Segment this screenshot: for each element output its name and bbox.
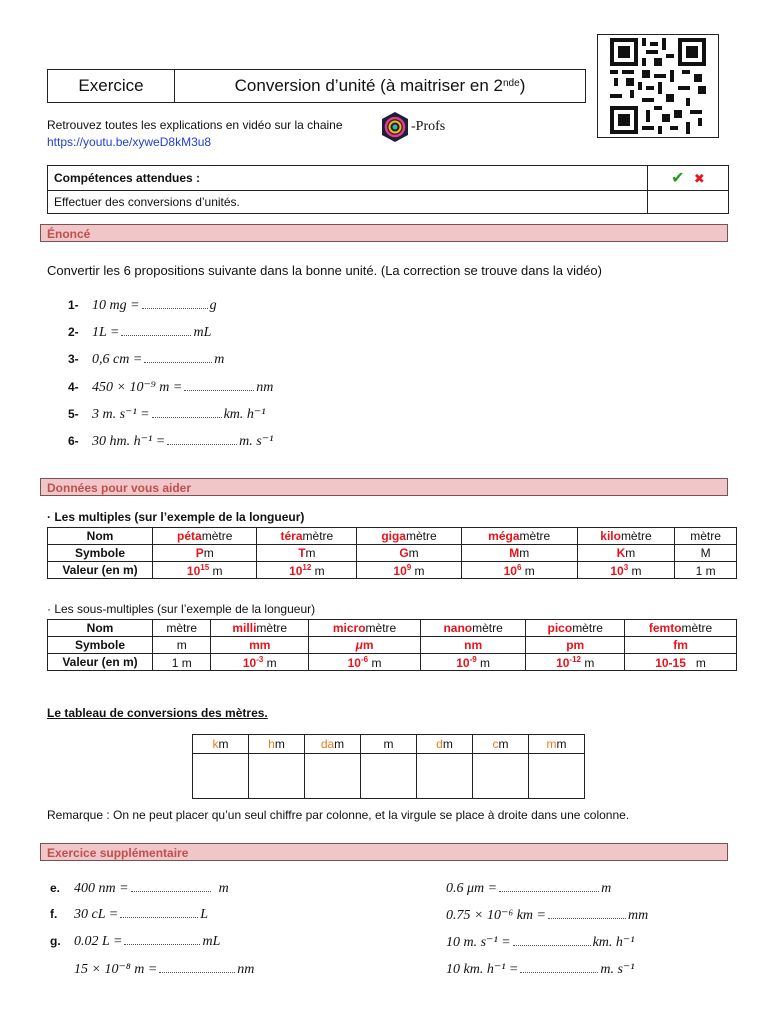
conversion-table [192, 734, 585, 799]
supp-lhs: 0.6 μm = [446, 881, 498, 896]
supp-lhs: 10 km. h⁻¹ = [446, 962, 519, 977]
brand-hexagon-icon [380, 111, 410, 143]
exercise-lhs: 30 hm. h⁻¹ = [92, 434, 166, 449]
supp-rhs: m. s⁻¹ [600, 962, 635, 977]
sous-multiple-value: $10^{-6}$ m [309, 654, 421, 671]
evaluation-cell[interactable] [648, 166, 729, 191]
sous-multiple-value: 10-15 m [625, 654, 737, 671]
conv-header-dm: dm [417, 735, 473, 754]
supp-rhs: L [200, 907, 208, 922]
supp-rhs: nm [237, 962, 255, 977]
supp-item-e [50, 881, 229, 897]
conv-header-km: km [193, 735, 249, 754]
row-label-symbole: Symbole [48, 637, 153, 654]
multiple-value: $10^6$ m [461, 562, 577, 579]
conv-cell[interactable] [193, 754, 249, 799]
answer-blank[interactable] [520, 962, 598, 973]
answer-blank[interactable] [159, 962, 235, 973]
supp-label: e. [50, 881, 61, 895]
answer-blank[interactable] [499, 881, 599, 892]
supp-item-right-3 [446, 934, 635, 951]
title-box [47, 69, 586, 103]
supp-item-right-2 [446, 907, 648, 924]
exercise-3 [68, 352, 224, 368]
answer-blank[interactable] [124, 934, 200, 945]
multiples-table [47, 527, 737, 579]
sous-multiple-symbol: fm [625, 637, 737, 654]
conv-cell[interactable] [529, 754, 585, 799]
supp-rhs: mL [202, 934, 221, 949]
section-enonce: Énoncé [40, 224, 728, 242]
conv-header-dam: dam [305, 735, 361, 754]
conv-cell[interactable] [305, 754, 361, 799]
page-title: Conversion d’unité (à maitriser en 2 $^{nde}$ ) [234, 76, 526, 95]
supp-label: f. [50, 907, 58, 921]
multiple-symbol: M [675, 545, 737, 562]
supp-item-right-4 [446, 961, 635, 978]
answer-blank[interactable] [513, 935, 591, 946]
qr-code[interactable] [597, 34, 719, 138]
row-label-nom: Nom [48, 528, 153, 545]
multiple-name: pétamètre [153, 528, 257, 545]
sous-multiple-symbol: mm [211, 637, 309, 654]
sous-multiple-name: mètre [153, 620, 211, 637]
brand-text: -Profs [411, 119, 446, 134]
supp-item-h [50, 961, 254, 978]
exercise-rhs: mL [193, 325, 212, 340]
competences-table [47, 165, 729, 214]
supp-lhs: 400 nm = [74, 881, 129, 896]
conv-cell[interactable] [417, 754, 473, 799]
competence-item: Effectuer des conversions d’unités. [48, 191, 648, 214]
sous-multiple-symbol: μm [309, 637, 421, 654]
exercise-lhs: 10 mg = [92, 298, 140, 313]
answer-blank[interactable] [152, 407, 222, 418]
multiple-name: gigamètre [357, 528, 461, 545]
conv-header-m: m [361, 735, 417, 754]
row-label-valeur: Valeur (en m) [48, 654, 153, 671]
exercice-label: Exercice [48, 70, 175, 102]
multiple-name: mètre [675, 528, 737, 545]
sous-multiple-name: picomètre [526, 620, 625, 637]
exercise-rhs: g [209, 298, 217, 313]
supp-item-g [50, 934, 220, 950]
sous-multiples-title: · Les sous-multiples (sur l’exemple de la longueur) [47, 602, 316, 616]
row-label-valeur: Valeur (en m) [48, 562, 153, 579]
supp-rhs: km. h⁻¹ [592, 935, 635, 950]
supp-lhs: 0.02 L = [74, 934, 123, 949]
supp-rhs: mm [627, 908, 649, 923]
exercise-lhs: 450 × 10⁻⁹ m = [92, 380, 183, 395]
multiple-value: $10^{15}$ m [153, 562, 257, 579]
multiple-name: kilomètre [577, 528, 675, 545]
sous-multiple-name: femtomètre [625, 620, 737, 637]
exercise-lhs: 0,6 cm = [92, 352, 143, 367]
supp-lhs: 15 × 10⁻⁸ m = [74, 962, 158, 977]
brand-logo [380, 111, 445, 143]
supp-rhs: m [218, 881, 229, 896]
answer-blank[interactable] [184, 380, 254, 391]
answer-blank[interactable] [548, 908, 626, 919]
cross-icon[interactable]: ✖ [693, 171, 705, 186]
supp-label: g. [50, 934, 61, 948]
conv-cell[interactable] [249, 754, 305, 799]
exercise-rhs: m [214, 352, 225, 367]
exercise-num: 2- [68, 325, 79, 339]
exercise-rhs: nm [256, 380, 274, 395]
answer-blank[interactable] [120, 907, 198, 918]
exercise-lhs: 1L = [92, 325, 120, 340]
remark-text: Remarque : On ne peut placer qu’un seul chiffre par colonne, et la virgule se place à droite dans une colonne. [47, 808, 630, 822]
supp-lhs: 30 cL = [74, 907, 119, 922]
conv-header-hm: hm [249, 735, 305, 754]
exercise-num: 6- [68, 434, 79, 448]
multiple-symbol: Gm [357, 545, 461, 562]
check-icon[interactable]: ✔ [671, 170, 685, 187]
sous-multiple-name: micromètre [309, 620, 421, 637]
exercise-6 [68, 433, 273, 450]
supp-item-f [50, 907, 208, 923]
multiple-name: mégamètre [461, 528, 577, 545]
exercise-rhs: km. h⁻¹ [223, 407, 266, 422]
conv-header-cm: cm [473, 735, 529, 754]
instruction-text: Convertir les 6 propositions suivante dans la bonne unité. (La correction se trouve dans la vidéo) [47, 263, 602, 278]
answer-blank[interactable] [131, 881, 211, 892]
row-label-nom: Nom [48, 620, 153, 637]
sous-multiple-name: millimètre [211, 620, 309, 637]
qr-code-icon [610, 38, 706, 134]
conv-cell[interactable] [361, 754, 417, 799]
answer-blank[interactable] [121, 325, 191, 336]
exercise-2 [68, 325, 211, 341]
exercise-lhs: 3 m. s⁻¹ = [92, 407, 150, 422]
intro-text: Retrouvez toutes les explications en vidéo sur la chaine [47, 118, 343, 132]
answer-blank[interactable] [144, 352, 212, 363]
supp-lhs: 10 m. s⁻¹ = [446, 935, 511, 950]
sous-multiple-name: nanomètre [420, 620, 525, 637]
sous-multiple-symbol: m [153, 637, 211, 654]
multiple-value: $10^9$ m [357, 562, 461, 579]
answer-blank[interactable] [167, 434, 237, 445]
conversion-title: Le tableau de conversions des mètres. [47, 706, 268, 720]
competence-eval-empty[interactable] [648, 191, 729, 214]
conv-cell[interactable] [473, 754, 529, 799]
sous-multiples-table [47, 619, 737, 671]
conv-header-mm: mm [529, 735, 585, 754]
exercise-num: 5- [68, 407, 79, 421]
multiple-symbol: Tm [257, 545, 357, 562]
supp-lhs: 0.75 × 10⁻⁶ km = [446, 908, 546, 923]
section-donnees: Données pour vous aider [40, 478, 728, 496]
multiple-symbol: Mm [461, 545, 577, 562]
sous-multiple-value: 1 m [153, 654, 211, 671]
row-label-symbole: Symbole [48, 545, 153, 562]
exercise-num: 1- [68, 298, 79, 312]
exercise-1 [68, 298, 217, 314]
supp-rhs: m [601, 881, 612, 896]
multiple-symbol: Pm [153, 545, 257, 562]
multiples-title: · Les multiples (sur l’exemple de la longueur) [47, 510, 305, 524]
supp-item-right-1 [446, 881, 611, 897]
section-supplementaire: Exercice supplémentaire [40, 843, 728, 861]
video-link[interactable]: https://youtu.be/xyweD8kM3u8 [47, 135, 212, 149]
exercise-rhs: m. s⁻¹ [239, 434, 274, 449]
exercise-4 [68, 379, 273, 396]
sous-multiple-symbol: nm [420, 637, 525, 654]
exercise-5 [68, 406, 266, 423]
multiple-value: 1 m [675, 562, 737, 579]
multiple-value: $10^3$ m [577, 562, 675, 579]
multiple-value: $10^{12}$ m [257, 562, 357, 579]
exercise-num: 4- [68, 380, 79, 394]
sous-multiple-value: $10^{-9}$ m [420, 654, 525, 671]
multiple-name: téramètre [257, 528, 357, 545]
competences-header: Compétences attendues : [48, 166, 648, 191]
answer-blank[interactable] [142, 298, 208, 309]
sous-multiple-symbol: pm [526, 637, 625, 654]
sous-multiple-value: $10^{-12}$ m [526, 654, 625, 671]
multiple-symbol: Km [577, 545, 675, 562]
sous-multiple-value: $10^{-3}$ m [211, 654, 309, 671]
exercise-num: 3- [68, 352, 79, 366]
